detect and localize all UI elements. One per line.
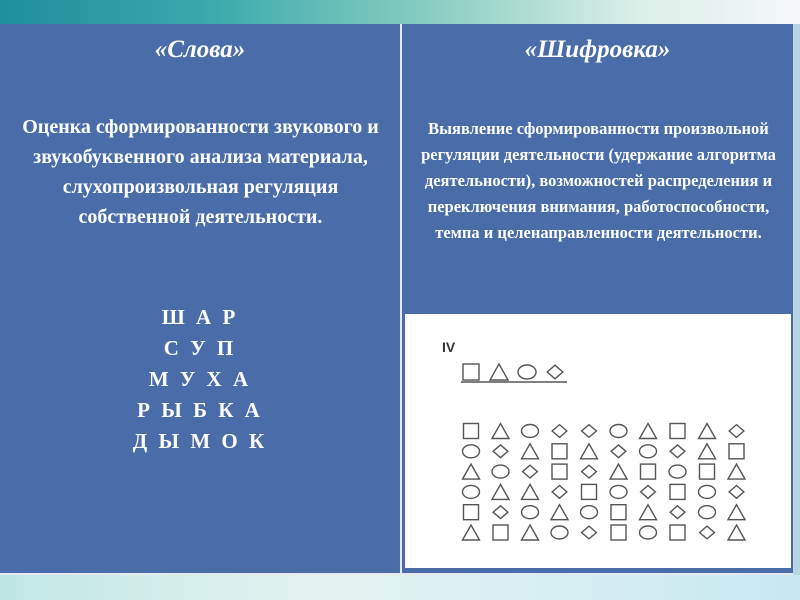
triangle-shape [728, 525, 745, 540]
triangle-shape [492, 484, 509, 499]
triangle-shape [728, 505, 745, 520]
square-shape [463, 364, 479, 380]
circle-shape [640, 526, 657, 539]
triangle-shape [490, 364, 508, 380]
square-shape [552, 464, 567, 479]
column-divider [400, 24, 402, 575]
diamond-shape [670, 445, 685, 458]
circle-shape [551, 526, 568, 539]
circle-shape [610, 485, 627, 498]
square-shape [641, 464, 656, 479]
diamond-shape [582, 425, 597, 438]
triangle-shape [522, 484, 539, 499]
triangle-shape [699, 424, 716, 439]
triangle-shape [463, 525, 480, 540]
diamond-shape [493, 445, 508, 458]
comparison-table [0, 24, 793, 575]
square-shape [670, 484, 685, 499]
right-decorative-strip [793, 24, 800, 575]
diamond-shape [552, 425, 567, 438]
diamond-shape [729, 486, 744, 499]
diamond-shape [493, 506, 508, 519]
square-shape [464, 424, 479, 439]
circle-shape [518, 365, 536, 379]
circle-shape [699, 506, 716, 519]
triangle-shape [463, 464, 480, 479]
square-shape [464, 505, 479, 520]
diamond-shape [582, 465, 597, 478]
cipher-figure [405, 314, 791, 568]
diamond-shape [641, 486, 656, 499]
circle-shape [522, 425, 539, 438]
figure-label: IV [442, 339, 456, 355]
diamond-shape [523, 465, 538, 478]
square-shape [611, 505, 626, 520]
triangle-shape [551, 505, 568, 520]
circle-shape [610, 425, 627, 438]
word-item: М У Х А [148, 367, 252, 391]
word-item: Ш А Р [161, 305, 239, 329]
diamond-shape [700, 526, 715, 539]
key-shapes [463, 364, 563, 380]
circle-shape [463, 445, 480, 458]
square-shape [611, 525, 626, 540]
triangle-shape [610, 464, 627, 479]
diamond-shape [729, 425, 744, 438]
square-shape [700, 464, 715, 479]
circle-shape [492, 465, 509, 478]
triangle-shape [492, 424, 509, 439]
diamond-shape [552, 486, 567, 499]
diamond-shape [547, 365, 563, 379]
triangle-shape [640, 424, 657, 439]
square-shape [729, 444, 744, 459]
circle-shape [522, 506, 539, 519]
triangle-shape [728, 464, 745, 479]
word-item: Р Ы Б К А [137, 398, 263, 422]
triangle-shape [522, 444, 539, 459]
diamond-shape [611, 445, 626, 458]
diamond-shape [582, 526, 597, 539]
left-column-title: «Слова» [154, 36, 246, 63]
right-description: Выявление сформированности произвольной регуляции деятельности (удержание алгоритма деятельности), возможностей распределения и переключения внимания, работоспособности, темпа и целенаправленности деятельности. [421, 119, 776, 242]
circle-shape [699, 485, 716, 498]
circle-shape [640, 445, 657, 458]
left-description: Оценка сформированности звукового и звукобуквенного анализа материала, слухопроизвольная регуляция собственной деятельности. [22, 116, 379, 228]
circle-shape [581, 506, 598, 519]
square-shape [582, 484, 597, 499]
triangle-shape [581, 444, 598, 459]
word-item: С У П [163, 336, 237, 360]
square-shape [552, 444, 567, 459]
square-shape [670, 525, 685, 540]
triangle-shape [699, 444, 716, 459]
right-column-title: «Шифровка» [524, 36, 671, 63]
shape-grid [463, 424, 746, 541]
diamond-shape [670, 506, 685, 519]
word-list [0, 302, 400, 457]
triangle-shape [640, 505, 657, 520]
top-decorative-bar [0, 0, 800, 24]
bottom-decorative-bar [0, 575, 800, 600]
cipher-shapes-svg [405, 314, 791, 568]
circle-shape [669, 465, 686, 478]
square-shape [493, 525, 508, 540]
circle-shape [463, 485, 480, 498]
triangle-shape [522, 525, 539, 540]
word-item: Д Ы М О К [132, 429, 268, 453]
square-shape [670, 424, 685, 439]
